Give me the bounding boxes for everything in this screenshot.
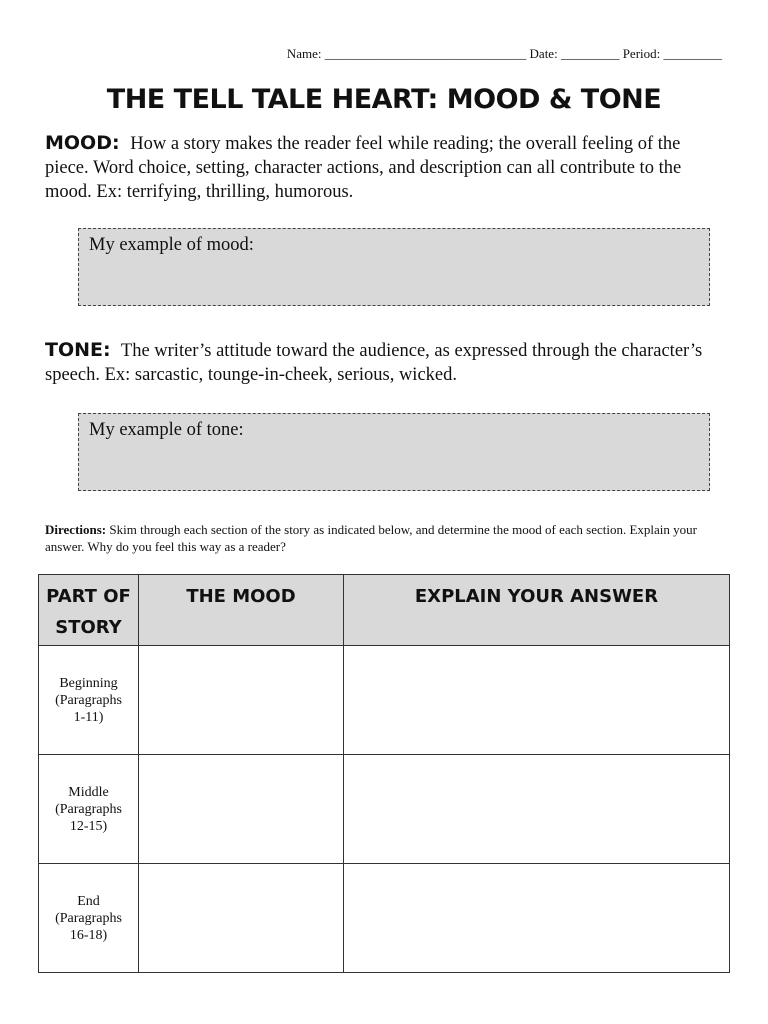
mood-example-label: My example of mood: <box>89 235 254 255</box>
explain-answer-cell[interactable] <box>344 646 730 755</box>
table-header-row <box>39 575 730 646</box>
part-cell-beginning <box>39 646 139 755</box>
date-label: Date: <box>529 46 558 61</box>
directions-text: Skim through each section of the story as indicated below, and determine the mood of each section. Explain your answer. Why do you feel this way as a reader? <box>45 522 697 554</box>
mood-definition: How a story makes the reader feel while reading; the overall feeling of the piece. Word choice, setting, character actions, and description can all contribute to the mood. Ex: terrifying, thrilling, humorous. <box>45 134 682 202</box>
mood-example-box[interactable] <box>78 228 710 306</box>
part-range: (Paragraphs <box>55 692 122 708</box>
part-numbers: 12-15) <box>69 818 108 834</box>
part-numbers: 16-18) <box>69 927 108 943</box>
explain-answer-cell[interactable] <box>344 864 730 973</box>
name-field[interactable]: _______________________________ <box>324 46 527 61</box>
part-cell-end <box>39 864 139 973</box>
part-range: (Paragraphs <box>55 801 122 817</box>
part-range: (Paragraphs <box>55 910 122 926</box>
tone-definition: The writer’s attitude toward the audience, as expressed through the character’s speech. Ex: sarcastic, tounge-in-cheek, serious, wicked. <box>45 341 703 385</box>
page-title: THE TELL TALE HEART: MOOD & TONE <box>106 84 662 115</box>
part-numbers: 1-11) <box>73 709 104 725</box>
table-row <box>39 646 730 755</box>
period-field[interactable]: _________ <box>663 46 722 61</box>
part-name: Beginning <box>59 675 118 691</box>
mood-answer-cell[interactable] <box>139 864 344 973</box>
mood-term: MOOD: <box>45 132 120 154</box>
explain-answer-cell[interactable] <box>344 755 730 864</box>
tone-term: TONE: <box>45 339 111 361</box>
student-info-header <box>0 46 722 62</box>
name-label: Name: <box>286 46 322 61</box>
period-label: Period: <box>622 46 661 61</box>
part-cell-middle <box>39 755 139 864</box>
tone-example-box[interactable] <box>78 413 710 491</box>
date-field[interactable]: _________ <box>560 46 620 61</box>
mood-answer-cell[interactable] <box>139 646 344 755</box>
header-the-mood: THE MOOD <box>139 575 344 646</box>
tone-definition-paragraph <box>45 338 725 387</box>
mood-analysis-table <box>38 574 730 973</box>
table-row <box>39 864 730 973</box>
header-explain-your-answer: EXPLAIN YOUR ANSWER <box>344 575 730 646</box>
mood-definition-paragraph <box>45 131 725 204</box>
table-row <box>39 755 730 864</box>
part-name: End <box>77 893 100 909</box>
directions-label: Directions: <box>45 522 107 537</box>
header-part-of-story: PART OF STORY <box>39 575 139 646</box>
part-name: Middle <box>68 784 109 800</box>
directions <box>45 521 725 555</box>
tone-example-label: My example of tone: <box>89 420 244 440</box>
mood-answer-cell[interactable] <box>139 755 344 864</box>
